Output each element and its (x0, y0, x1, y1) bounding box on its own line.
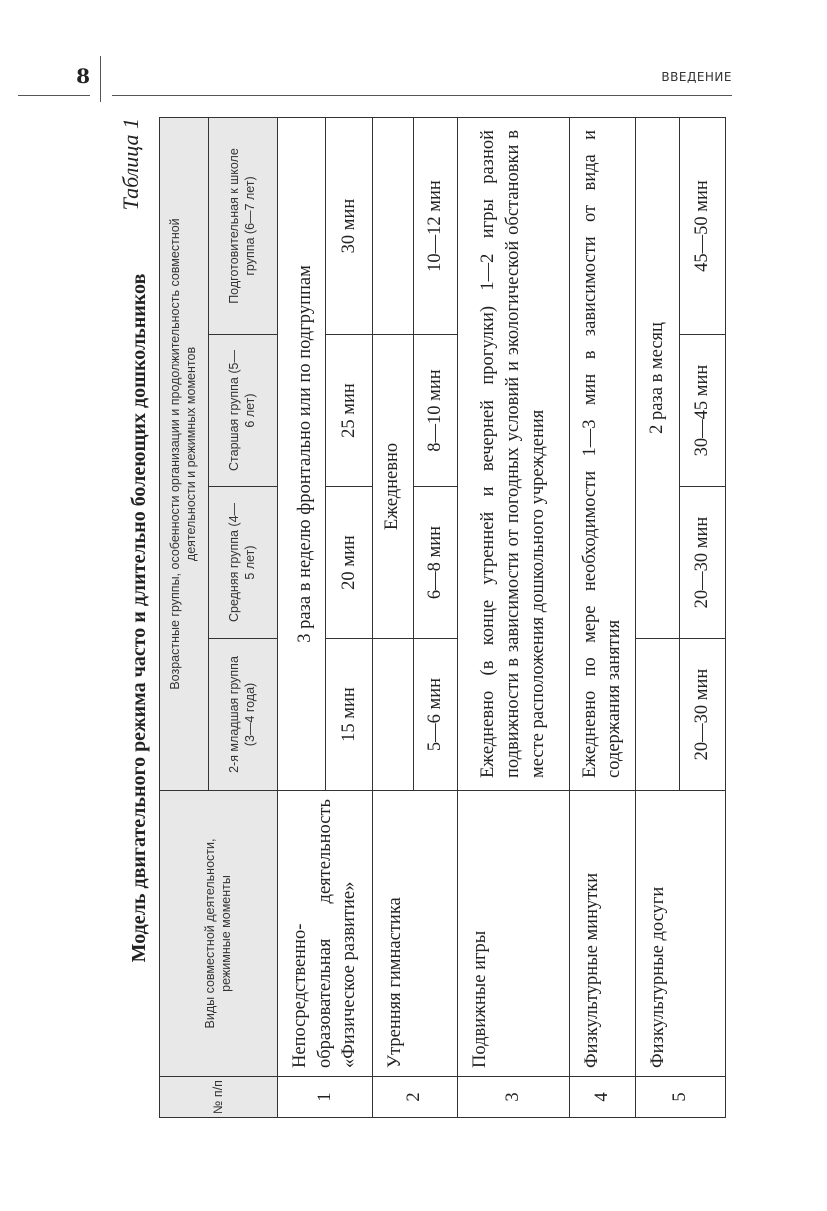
header-group-junior: 2-я младшая группа (3—4 года) (209, 639, 278, 791)
regime-table (159, 117, 726, 1118)
rotated-table-block (116, 118, 736, 1118)
row-1-value-preparatory: 30 мин (325, 117, 372, 334)
table-caption: Таблица 1 (118, 118, 143, 211)
page-number: 8 (76, 64, 90, 88)
row-1-value-senior: 25 мин (325, 335, 372, 487)
header-group-middle: Средняя группа (4—5 лет) (209, 487, 278, 639)
row-5-value-senior: 30—45 мин (679, 335, 725, 487)
row-1-num: 1 (278, 1077, 373, 1118)
row-5-num: 5 (635, 1077, 725, 1118)
header-group-preparatory: Подготовительная к школе группа (6—7 лет) (209, 117, 278, 334)
row-2-value-preparatory: 10—12 мин (413, 117, 457, 334)
header-age-groups: Возрастные группы, особенности организации и продолжительность совместной деятельности и режимных моментов (160, 117, 209, 790)
row-4-description: Ежедневно по мере необходимости 1—3 мин в зависимости от вида и содержания занятия (569, 117, 635, 790)
row-2-empty-preparatory (372, 117, 413, 334)
header-divider (100, 56, 101, 102)
row-3-num: 3 (457, 1077, 569, 1118)
row-1-kind: Непосредственно-образовательная деятельность «Физическое развитие» (278, 791, 373, 1077)
row-1-value-middle: 20 мин (325, 487, 372, 639)
header-num: № п/п (160, 1077, 278, 1118)
row-5-frequency: 2 раза в месяц (635, 117, 679, 638)
header-group-senior: Старшая группа (5—6 лет) (209, 335, 278, 487)
row-3-kind: Подвижные игры (457, 791, 569, 1077)
table-title: Модель двигательного режима часто и длительно болеющих дошкольников (128, 273, 150, 963)
header-kinds: Виды совместной деятельности, режимные моменты (160, 791, 278, 1077)
row-5-value-middle: 20—30 мин (679, 487, 725, 639)
row-2-value-junior: 5—6 мин (413, 639, 457, 791)
row-5-value-preparatory: 45—50 мин (679, 117, 725, 334)
row-2-num: 2 (372, 1077, 457, 1118)
section-title: ВВЕДЕНИЕ (661, 70, 732, 84)
row-4-num: 4 (569, 1077, 635, 1118)
row-5-value-junior: 20—30 мин (679, 639, 725, 791)
row-4-kind: Физкультурные минутки (569, 791, 635, 1077)
row-2-value-senior: 8—10 мин (413, 335, 457, 487)
row-2-empty-junior (372, 639, 413, 791)
row-2-kind: Утренняя гимнастика (372, 791, 457, 1077)
row-5-empty-junior (635, 639, 679, 791)
row-2-frequency: Ежедневно (372, 335, 413, 639)
row-1-frequency: 3 раза в неделю фронтально или по подгруппам (278, 117, 326, 790)
header-rule-right (112, 95, 732, 96)
row-1-value-junior: 15 мин (325, 639, 372, 791)
header-rule-left (18, 95, 90, 96)
row-3-description: Ежедневно (в конце утренней и вечерней прогулки) 1—2 игры разной подвижности в зависимости от погодных условий и экологической обстановки в месте расположения дошкольного учреждения (457, 117, 569, 790)
row-5-kind: Физкультурные досуги (635, 791, 725, 1077)
row-2-value-middle: 6—8 мин (413, 487, 457, 639)
